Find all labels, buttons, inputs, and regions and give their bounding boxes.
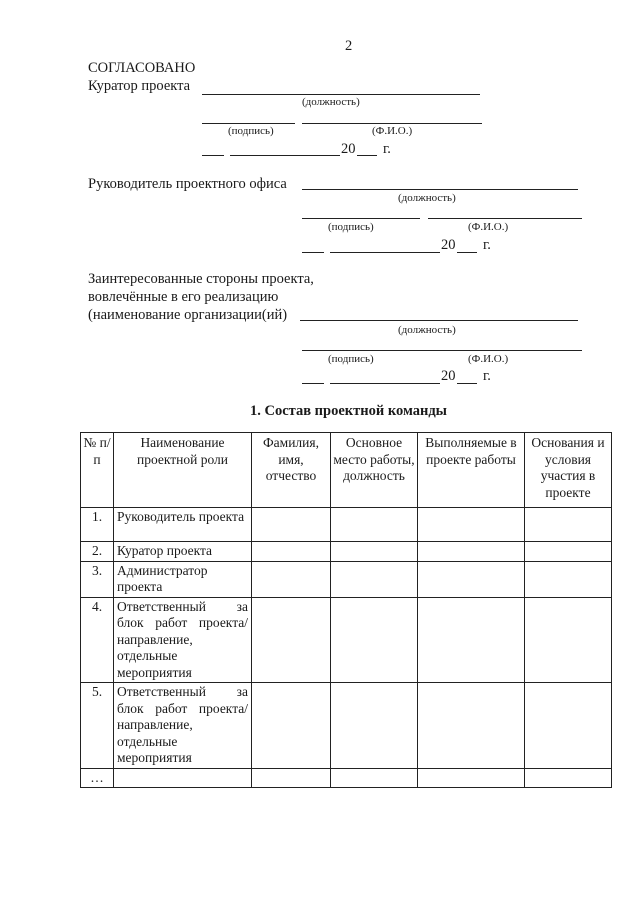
- header-workplace: Основное место работы, должность: [331, 433, 418, 508]
- office-signature-caption: (подпись): [328, 221, 374, 233]
- cell-tasks[interactable]: [418, 597, 525, 683]
- cell-workplace[interactable]: [331, 597, 418, 683]
- office-date-year-line: [457, 252, 477, 253]
- header-fio: Фамилия, имя, отчество: [252, 433, 331, 508]
- cell-grounds[interactable]: [525, 508, 612, 542]
- cell-fio[interactable]: [252, 597, 331, 683]
- cell-workplace[interactable]: [331, 683, 418, 769]
- office-date-year: 20: [441, 237, 456, 253]
- stakeholders-position-line: [300, 320, 578, 321]
- cell-workplace[interactable]: [331, 768, 418, 788]
- cell-workplace[interactable]: [331, 508, 418, 542]
- office-position-caption: (должность): [398, 192, 456, 204]
- row-number: 5.: [81, 683, 114, 769]
- cell-grounds[interactable]: [525, 542, 612, 562]
- table-header-row: [81, 433, 612, 508]
- cell-tasks[interactable]: [418, 561, 525, 597]
- stakeholders-signature-caption: (подпись): [328, 353, 374, 365]
- curator-date-day-line: [202, 155, 224, 156]
- table-row: [81, 768, 612, 788]
- stakeholders-line3: (наименование организации(ий): [88, 307, 288, 323]
- row-number: 4.: [81, 597, 114, 683]
- stakeholders-position-caption: (должность): [398, 324, 456, 336]
- row-role: Администратор проекта: [114, 561, 252, 597]
- office-date-month-line: [330, 252, 440, 253]
- curator-fio-caption: (Ф.И.О.): [372, 125, 413, 137]
- stakeholders-date-day-line: [302, 383, 324, 384]
- cell-tasks[interactable]: [418, 683, 525, 769]
- row-number: 1.: [81, 508, 114, 542]
- office-date-suffix: г.: [483, 237, 491, 253]
- office-fio-caption: (Ф.И.О.): [468, 221, 509, 233]
- project-team-table: [80, 432, 612, 788]
- cell-fio[interactable]: [252, 508, 331, 542]
- header-role: Наименование проектной роли: [114, 433, 252, 508]
- approval-title: СОГЛАСОВАНО: [88, 60, 196, 76]
- row-number: 2.: [81, 542, 114, 562]
- header-tasks: Выполняемые в проекте работы: [418, 433, 525, 508]
- office-label: Руководитель проектного офиса: [88, 176, 287, 192]
- stakeholders-date-year-line: [457, 383, 477, 384]
- page-number: 2: [345, 38, 353, 54]
- office-fio-line: [428, 218, 582, 219]
- table-row: [81, 561, 612, 597]
- header-grounds: Основания и условия участия в проекте: [525, 433, 612, 508]
- row-role: [114, 768, 252, 788]
- stakeholders-date-suffix: г.: [483, 368, 491, 384]
- cell-grounds[interactable]: [525, 768, 612, 788]
- row-number: 3.: [81, 561, 114, 597]
- stakeholders-sign-fio-line: [302, 350, 582, 351]
- curator-date-year-line: [357, 155, 377, 156]
- curator-position-line: [202, 94, 480, 95]
- office-signature-line: [302, 218, 420, 219]
- row-role: Руководитель проекта: [114, 508, 252, 542]
- table-row: [81, 683, 612, 769]
- cell-tasks[interactable]: [418, 508, 525, 542]
- row-role: Ответственный за блок работ проекта/направление, отдельные мероприятия: [114, 683, 252, 769]
- cell-workplace[interactable]: [331, 561, 418, 597]
- table-row: [81, 597, 612, 683]
- cell-grounds[interactable]: [525, 683, 612, 769]
- row-number: …: [81, 768, 114, 788]
- table-row: [81, 542, 612, 562]
- office-date-day-line: [302, 252, 324, 253]
- curator-position-caption: (должность): [302, 96, 360, 108]
- cell-tasks[interactable]: [418, 542, 525, 562]
- section-title: 1. Состав проектной команды: [250, 403, 448, 419]
- stakeholders-line1: Заинтересованные стороны проекта,: [88, 271, 314, 287]
- cell-workplace[interactable]: [331, 542, 418, 562]
- cell-fio[interactable]: [252, 683, 331, 769]
- stakeholders-line2: вовлечённые в его реализацию: [88, 289, 279, 305]
- curator-label: Куратор проекта: [88, 78, 191, 94]
- cell-fio[interactable]: [252, 561, 331, 597]
- curator-date-year: 20: [341, 141, 356, 157]
- cell-fio[interactable]: [252, 768, 331, 788]
- cell-tasks[interactable]: [418, 768, 525, 788]
- curator-date-month-line: [230, 155, 340, 156]
- stakeholders-date-year: 20: [441, 368, 456, 384]
- stakeholders-date-month-line: [330, 383, 440, 384]
- office-position-line: [302, 189, 578, 190]
- curator-fio-line: [302, 123, 482, 124]
- header-number: № п/п: [81, 433, 114, 508]
- cell-grounds[interactable]: [525, 561, 612, 597]
- curator-signature-caption: (подпись): [228, 125, 274, 137]
- cell-fio[interactable]: [252, 542, 331, 562]
- stakeholders-fio-caption: (Ф.И.О.): [468, 353, 509, 365]
- cell-grounds[interactable]: [525, 597, 612, 683]
- curator-signature-line: [202, 123, 295, 124]
- curator-date-suffix: г.: [383, 141, 391, 157]
- row-role: Куратор проекта: [114, 542, 252, 562]
- row-role: Ответственный за блок работ проекта/направление, отдельные мероприятия: [114, 597, 252, 683]
- table-row: [81, 508, 612, 542]
